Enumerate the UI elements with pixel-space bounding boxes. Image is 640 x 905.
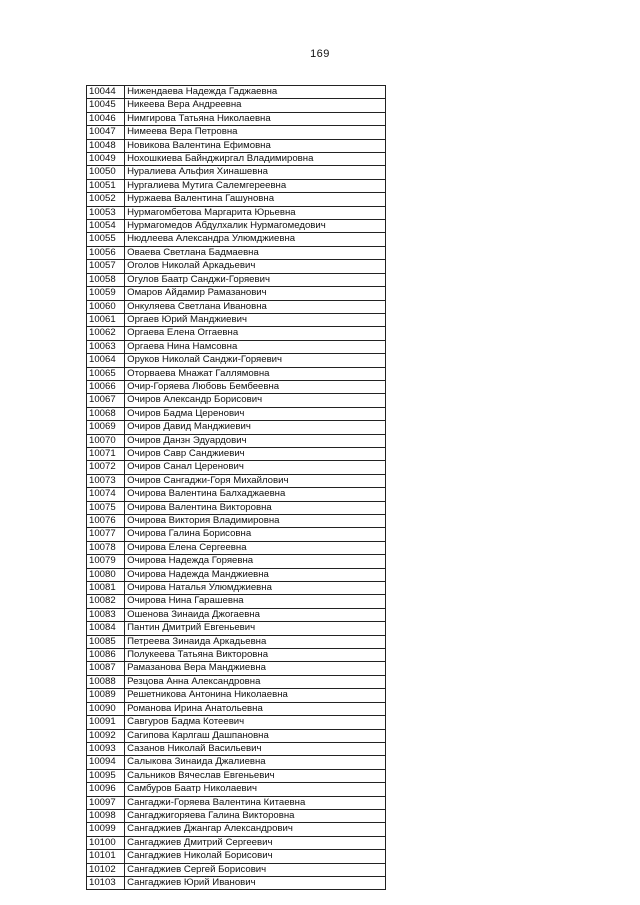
record-number: 10083 — [87, 608, 125, 621]
table-row — [87, 367, 386, 380]
table-row — [87, 863, 386, 876]
record-number: 10046 — [87, 112, 125, 125]
table-row — [87, 528, 386, 541]
record-number: 10098 — [87, 809, 125, 822]
record-number: 10058 — [87, 273, 125, 286]
record-number: 10089 — [87, 689, 125, 702]
table-row — [87, 139, 386, 152]
record-number: 10072 — [87, 461, 125, 474]
record-number: 10065 — [87, 367, 125, 380]
person-name: Сангаджиев Джангар Александрович — [125, 823, 386, 836]
table-row — [87, 716, 386, 729]
record-number: 10057 — [87, 260, 125, 273]
person-name: Самбуров Баатр Николаевич — [125, 783, 386, 796]
table-row — [87, 769, 386, 782]
person-name: Нургалиева Мутига Салемгереевна — [125, 179, 386, 192]
table-row — [87, 260, 386, 273]
table-row — [87, 394, 386, 407]
record-number: 10055 — [87, 233, 125, 246]
table-row — [87, 99, 386, 112]
record-number: 10092 — [87, 729, 125, 742]
table-row — [87, 153, 386, 166]
table-row — [87, 582, 386, 595]
record-number: 10069 — [87, 421, 125, 434]
person-name: Сангаджиев Николай Борисович — [125, 850, 386, 863]
person-name: Нимгирова Татьяна Николаевна — [125, 112, 386, 125]
table-row — [87, 689, 386, 702]
person-name: Очиров Санал Церенович — [125, 461, 386, 474]
table-row — [87, 447, 386, 460]
person-name: Полукеева Татьяна Викторовна — [125, 649, 386, 662]
table-row — [87, 568, 386, 581]
record-number: 10078 — [87, 541, 125, 554]
table-row — [87, 635, 386, 648]
record-number: 10071 — [87, 447, 125, 460]
person-name: Романова Ирина Анатольевна — [125, 702, 386, 715]
record-number: 10066 — [87, 380, 125, 393]
table-row — [87, 809, 386, 822]
person-name: Оргаева Елена Оггаевна — [125, 327, 386, 340]
person-name: Оваева Светлана Бадмаевна — [125, 246, 386, 259]
person-name: Рамазанова Вера Манджиевна — [125, 662, 386, 675]
table-row — [87, 783, 386, 796]
table-row — [87, 327, 386, 340]
record-number: 10087 — [87, 662, 125, 675]
record-number: 10047 — [87, 126, 125, 139]
person-name: Оргаев Юрий Манджиевич — [125, 313, 386, 326]
record-number: 10056 — [87, 246, 125, 259]
person-name: Нурмагомбетова Маргарита Юрьевна — [125, 206, 386, 219]
person-name: Сангаджиев Юрий Иванович — [125, 876, 386, 889]
record-number: 10059 — [87, 287, 125, 300]
person-name: Оруков Николай Санджи-Горяевич — [125, 354, 386, 367]
person-name: Решетникова Антонина Николаевна — [125, 689, 386, 702]
table-row — [87, 380, 386, 393]
person-name: Новикова Валентина Ефимовна — [125, 139, 386, 152]
person-name: Оголов Николай Аркадьевич — [125, 260, 386, 273]
person-name: Нижендаева Надежда Гаджаевна — [125, 86, 386, 99]
table-row — [87, 300, 386, 313]
person-name: Сагипова Карлгаш Дашпановна — [125, 729, 386, 742]
person-name: Очиров Александр Борисович — [125, 394, 386, 407]
record-number: 10088 — [87, 675, 125, 688]
person-name: Очирова Надежда Манджиевна — [125, 568, 386, 581]
table-row — [87, 354, 386, 367]
table-row — [87, 649, 386, 662]
table-row — [87, 608, 386, 621]
table-row — [87, 246, 386, 259]
table-row — [87, 876, 386, 889]
record-number: 10048 — [87, 139, 125, 152]
person-name: Очирова Валентина Викторовна — [125, 501, 386, 514]
person-name: Сальников Вячеслав Евгеньевич — [125, 769, 386, 782]
table-row — [87, 729, 386, 742]
person-name: Сазанов Николай Васильевич — [125, 742, 386, 755]
person-name: Нимеева Вера Петровна — [125, 126, 386, 139]
person-name: Сангаджиев Сергей Борисович — [125, 863, 386, 876]
record-number: 10076 — [87, 515, 125, 528]
table-row — [87, 501, 386, 514]
table-row — [87, 622, 386, 635]
person-name: Ошенова Зинаида Джогаевна — [125, 608, 386, 621]
person-name: Сангаджиев Дмитрий Сергеевич — [125, 836, 386, 849]
record-number: 10061 — [87, 313, 125, 326]
table-row — [87, 836, 386, 849]
record-number: 10079 — [87, 555, 125, 568]
person-name: Очирова Виктория Владимировна — [125, 515, 386, 528]
person-name: Савгуров Бадма Котеевич — [125, 716, 386, 729]
record-number: 10102 — [87, 863, 125, 876]
record-number: 10068 — [87, 407, 125, 420]
person-name: Очирова Надежда Горяевна — [125, 555, 386, 568]
record-number: 10044 — [87, 86, 125, 99]
register-body — [87, 86, 386, 890]
table-row — [87, 461, 386, 474]
person-name: Очирова Наталья Улюмджиевна — [125, 582, 386, 595]
table-row — [87, 675, 386, 688]
record-number: 10090 — [87, 702, 125, 715]
person-name: Очирова Нина Гарашевна — [125, 595, 386, 608]
person-name: Очиров Данзн Эдуардович — [125, 434, 386, 447]
person-name: Нурмагомедов Абдулхалик Нурмагомедович — [125, 220, 386, 233]
table-row — [87, 166, 386, 179]
table-row — [87, 287, 386, 300]
record-number: 10081 — [87, 582, 125, 595]
table-row — [87, 206, 386, 219]
record-number: 10054 — [87, 220, 125, 233]
table-row — [87, 702, 386, 715]
person-name: Огулов Баатр Санджи-Горяевич — [125, 273, 386, 286]
person-name: Онкуляева Светлана Ивановна — [125, 300, 386, 313]
record-number: 10100 — [87, 836, 125, 849]
person-name: Нуралиева Альфия Хинашевна — [125, 166, 386, 179]
record-number: 10101 — [87, 850, 125, 863]
person-name: Очирова Елена Сергеевна — [125, 541, 386, 554]
record-number: 10049 — [87, 153, 125, 166]
table-row — [87, 474, 386, 487]
table-row — [87, 662, 386, 675]
person-name: Нюдлеева Александра Улюмджиевна — [125, 233, 386, 246]
record-number: 10103 — [87, 876, 125, 889]
name-register-table — [86, 85, 386, 890]
person-name: Сангаджи-Горяева Валентина Китаевна — [125, 796, 386, 809]
record-number: 10097 — [87, 796, 125, 809]
table-row — [87, 434, 386, 447]
table-row — [87, 86, 386, 99]
record-number: 10053 — [87, 206, 125, 219]
record-number: 10067 — [87, 394, 125, 407]
record-number: 10080 — [87, 568, 125, 581]
record-number: 10060 — [87, 300, 125, 313]
person-name: Петреева Зинаида Аркадьевна — [125, 635, 386, 648]
table-row — [87, 313, 386, 326]
person-name: Оторваева Мнажат Галлямовна — [125, 367, 386, 380]
table-row — [87, 421, 386, 434]
record-number: 10077 — [87, 528, 125, 541]
record-number: 10045 — [87, 99, 125, 112]
person-name: Очир-Горяева Любовь Бембеевна — [125, 380, 386, 393]
table-row — [87, 796, 386, 809]
person-name: Никеева Вера Андреевна — [125, 99, 386, 112]
table-row — [87, 595, 386, 608]
record-number: 10073 — [87, 474, 125, 487]
table-row — [87, 555, 386, 568]
table-row — [87, 193, 386, 206]
record-number: 10085 — [87, 635, 125, 648]
person-name: Нохошкиева Байнджиргал Владимировна — [125, 153, 386, 166]
person-name: Оргаева Нина Намсовна — [125, 340, 386, 353]
person-name: Очиров Сангаджи-Горя Михайлович — [125, 474, 386, 487]
person-name: Резцова Анна Александровна — [125, 675, 386, 688]
table-row — [87, 233, 386, 246]
table-row — [87, 407, 386, 420]
person-name: Очиров Бадма Церенович — [125, 407, 386, 420]
record-number: 10095 — [87, 769, 125, 782]
table-row — [87, 742, 386, 755]
page-number: 169 — [310, 48, 330, 60]
person-name: Салыкова Зинаида Джалиевна — [125, 756, 386, 769]
table-row — [87, 112, 386, 125]
record-number: 10063 — [87, 340, 125, 353]
record-number: 10062 — [87, 327, 125, 340]
record-number: 10086 — [87, 649, 125, 662]
person-name: Пантин Дмитрий Евгеньевич — [125, 622, 386, 635]
person-name: Очиров Давид Манджиевич — [125, 421, 386, 434]
person-name: Очиров Савр Санджиевич — [125, 447, 386, 460]
record-number: 10091 — [87, 716, 125, 729]
table-row — [87, 541, 386, 554]
record-number: 10070 — [87, 434, 125, 447]
record-number: 10094 — [87, 756, 125, 769]
table-row — [87, 273, 386, 286]
record-number: 10051 — [87, 179, 125, 192]
table-row — [87, 179, 386, 192]
table-row — [87, 515, 386, 528]
record-number: 10082 — [87, 595, 125, 608]
person-name: Очирова Валентина Балхаджаевна — [125, 488, 386, 501]
table-row — [87, 823, 386, 836]
record-number: 10099 — [87, 823, 125, 836]
person-name: Сангаджигоряева Галина Викторовна — [125, 809, 386, 822]
record-number: 10052 — [87, 193, 125, 206]
record-number: 10075 — [87, 501, 125, 514]
record-number: 10084 — [87, 622, 125, 635]
table-row — [87, 756, 386, 769]
person-name: Омаров Айдамир Рамазанович — [125, 287, 386, 300]
table-row — [87, 340, 386, 353]
record-number: 10074 — [87, 488, 125, 501]
table-row — [87, 220, 386, 233]
record-number: 10050 — [87, 166, 125, 179]
record-number: 10093 — [87, 742, 125, 755]
table-row — [87, 126, 386, 139]
table-row — [87, 850, 386, 863]
person-name: Очирова Галина Борисовна — [125, 528, 386, 541]
table-row — [87, 488, 386, 501]
person-name: Нуржаева Валентина Гашуновна — [125, 193, 386, 206]
record-number: 10064 — [87, 354, 125, 367]
record-number: 10096 — [87, 783, 125, 796]
